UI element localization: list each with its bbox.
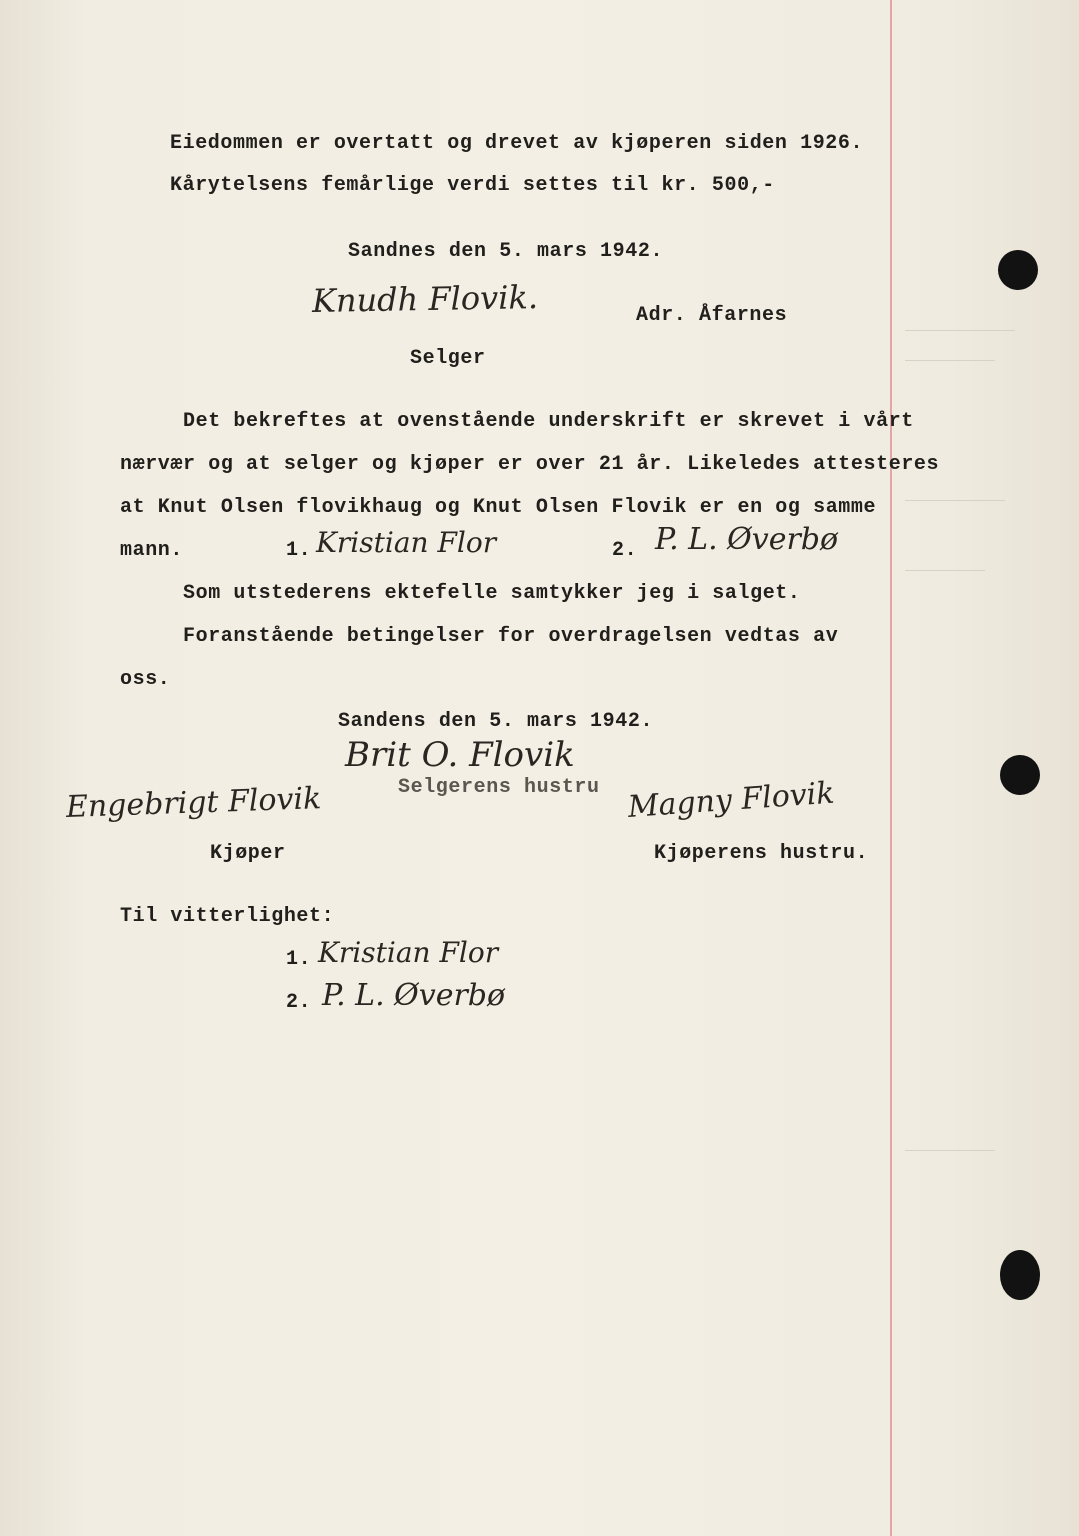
bleed-through-line [905,330,1015,331]
buyer-wife-label: Kjøperens hustru. [654,842,869,865]
date-line-2: Sandens den 5. mars 1942. [338,710,654,733]
bleed-through-line [905,570,985,571]
bleed-through-line [905,500,1005,501]
buyer-label: Kjøper [210,842,286,865]
seller-signature: Knudh Flovik. [311,278,539,320]
conditions-line-1: Foranstående betingelser for overdragelsen vedtas av [183,625,839,648]
attestation-line-2: nærvær og at selger og kjøper er over 21 år. Likeledes attesteres [120,453,940,476]
mann-text: mann. [120,539,184,562]
witness-2-signature: P. L. Øverbø [655,522,839,557]
attestation-line-3: at Knut Olsen flovikhaug og Knut Olsen Flovik er en og samme [120,496,877,519]
consent-line: Som utstederens ektefelle samtykker jeg i salget. [183,582,801,605]
witness-heading: Til vitterlighet: [120,905,335,928]
margin-rule [890,0,892,1536]
seller-label: Selger [410,347,486,370]
witness-list-signature-1: Kristian Flor [318,936,499,969]
witness-1-signature: Kristian Flor [316,526,497,559]
date-line-1: Sandnes den 5. mars 1942. [348,240,664,263]
witness-list-number-2: 2. [286,991,312,1014]
punch-hole-middle [1000,755,1040,795]
text-line-value: Kårytelsens femårlige verdi settes til kr. 500,- [170,174,775,197]
bleed-through-line [905,1150,995,1151]
attestation-line-1: Det bekreftes at ovenstående underskrift er skrevet i vårt [183,410,914,433]
punch-hole-top [998,250,1038,290]
witness-number-2: 2. [612,539,638,562]
conditions-line-2: oss. [120,668,171,691]
address: Adr. Åfarnes [636,304,788,327]
witness-number-1: 1. [286,539,312,562]
witness-list-signature-2: P. L. Øverbø [322,978,506,1013]
buyer-signature: Engebrigt Flovik [65,781,322,825]
buyer-wife-signature: Magny Flovik [626,775,836,825]
seller-wife-signature: Brit O. Flovik [345,735,575,775]
punch-hole-bottom [1000,1250,1040,1300]
text-line-ownership: Eiedommen er overtatt og drevet av kjøperen siden 1926. [170,132,864,155]
bleed-through-line [905,360,995,361]
seller-wife-label: Selgerens hustru [398,776,600,799]
witness-list-number-1: 1. [286,948,312,971]
